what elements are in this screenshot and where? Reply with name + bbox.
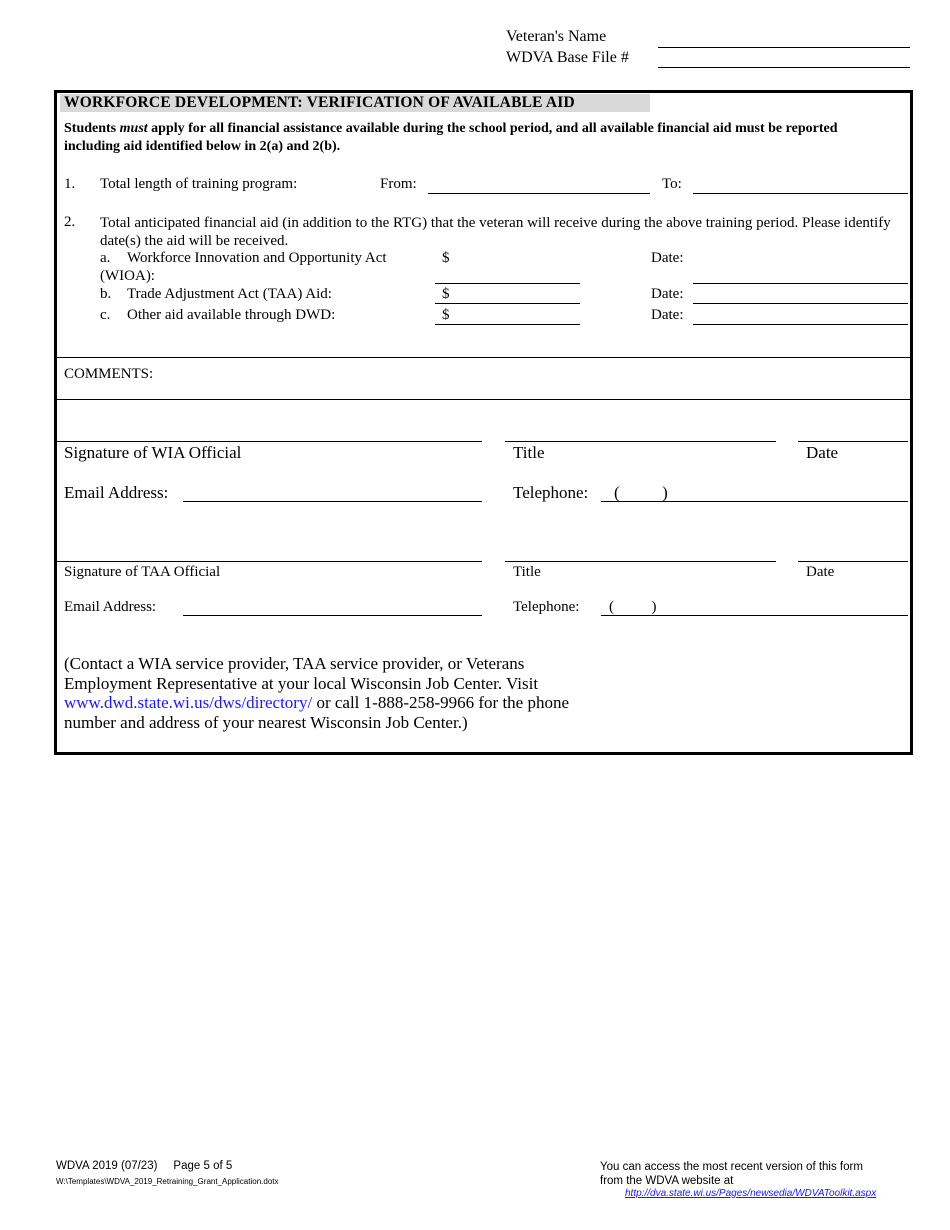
item2b-letter: b. (100, 286, 112, 302)
wia-title-field[interactable] (505, 441, 776, 442)
taa-date-label: Date (806, 564, 835, 580)
item2c-date-label: Date: (651, 307, 684, 323)
wia-phone-area-code: ( ) (614, 483, 668, 502)
divider (57, 357, 910, 358)
taa-email-label: Email Address: (64, 599, 157, 615)
item2c-date-field[interactable] (693, 324, 908, 325)
item2c-label: Other aid available through DWD: (127, 307, 336, 323)
item2b-amount-field[interactable] (435, 303, 580, 304)
item2c-letter: c. (100, 307, 111, 323)
taa-signature-label: Signature of TAA Official (64, 564, 221, 580)
contact-line-2: Employment Representative at your local Wisconsin Job Center. Visit (64, 673, 539, 693)
item2a-label-cont: (WIOA): (100, 268, 155, 284)
item2a-label: Workforce Innovation and Opportunity Act (127, 250, 387, 266)
wia-date-label: Date (806, 443, 839, 462)
item2a-date-label: Date: (651, 250, 684, 266)
section-title: WORKFORCE DEVELOPMENT: VERIFICATION OF AVAILABLE AID (64, 94, 575, 111)
item2a-amount-field[interactable] (435, 283, 580, 284)
taa-email-field[interactable] (183, 615, 482, 616)
taa-title-field[interactable] (505, 561, 776, 562)
dwd-directory-link[interactable]: www.dwd.state.wi.us/dws/directory/ (64, 693, 313, 712)
footer-page: Page 5 of 5 (173, 1160, 233, 1172)
wia-telephone-label: Telephone: (513, 483, 589, 502)
item1-to-label: To: (662, 176, 682, 192)
base-file-field[interactable] (658, 67, 910, 68)
wia-email-field[interactable] (183, 501, 482, 502)
contact-line-4: number and address of your nearest Wisconsin Job Center.) (64, 712, 468, 732)
comments-field[interactable] (57, 399, 910, 400)
item2-text: Total anticipated financial aid (in addition to the RTG) that the veteran will receive during the above training period. Please identify date(s) the aid will be received. (100, 215, 891, 249)
taa-date-field[interactable] (798, 561, 908, 562)
footer-access-text: You can access the most recent version of this form from the WDVA website at (600, 1161, 863, 1187)
contact-line-1: (Contact a WIA service provider, TAA service provider, or Veterans (64, 654, 525, 673)
item1-from-label: From: (380, 176, 417, 192)
veteran-name-field[interactable] (658, 47, 910, 48)
item2b-dollar: $ (442, 286, 450, 302)
contact-paragraph (64, 654, 664, 732)
item2c-dollar: $ (442, 307, 450, 323)
wia-signature-field[interactable] (57, 441, 482, 442)
item1-from-field[interactable] (428, 193, 650, 194)
veteran-name-label: Veteran's Name (506, 28, 607, 45)
taa-telephone-label: Telephone: (513, 599, 580, 615)
intro-text: Students must apply for all financial assistance available during the school period, and all available financial aid must be reported including aid identified below in 2(a) and 2(b). (64, 121, 838, 154)
taa-title-label: Title (513, 564, 541, 580)
item2b-date-field[interactable] (693, 303, 908, 304)
item2-number: 2. (64, 214, 76, 230)
footer-form-id: WDVA 2019 (07/23) Page 5 of 5 (56, 1160, 233, 1172)
wia-date-field[interactable] (798, 441, 908, 442)
item2b-label: Trade Adjustment Act (TAA) Aid: (127, 286, 332, 302)
footer-path: W:\Templates\WDVA_2019_Retraining_Grant_Application.dotx (56, 1177, 279, 1186)
item1-to-field[interactable] (693, 193, 908, 194)
base-file-label: WDVA Base File # (506, 49, 629, 66)
wia-title-label: Title (513, 443, 545, 462)
item1-number: 1. (64, 176, 76, 192)
item2a-date-field[interactable] (693, 283, 908, 284)
comments-label: COMMENTS: (64, 366, 154, 382)
item2a-letter: a. (100, 250, 111, 266)
item2a-dollar: $ (442, 250, 450, 266)
item2c-amount-field[interactable] (435, 324, 580, 325)
taa-phone-area-code: ( ) (609, 599, 657, 615)
item1-label: Total length of training program: (100, 176, 298, 192)
item2b-date-label: Date: (651, 286, 684, 302)
wdva-toolkit-link[interactable]: http://dva.state.wi.us/Pages/newsedia/WDVAToolkit.aspx (625, 1188, 877, 1199)
taa-signature-field[interactable] (57, 561, 482, 562)
contact-line-3: www.dwd.state.wi.us/dws/directory/ or call 1-888-258-9966 for the phone (64, 693, 570, 712)
wia-email-label: Email Address: (64, 483, 169, 502)
wia-signature-label: Signature of WIA Official (64, 443, 242, 462)
